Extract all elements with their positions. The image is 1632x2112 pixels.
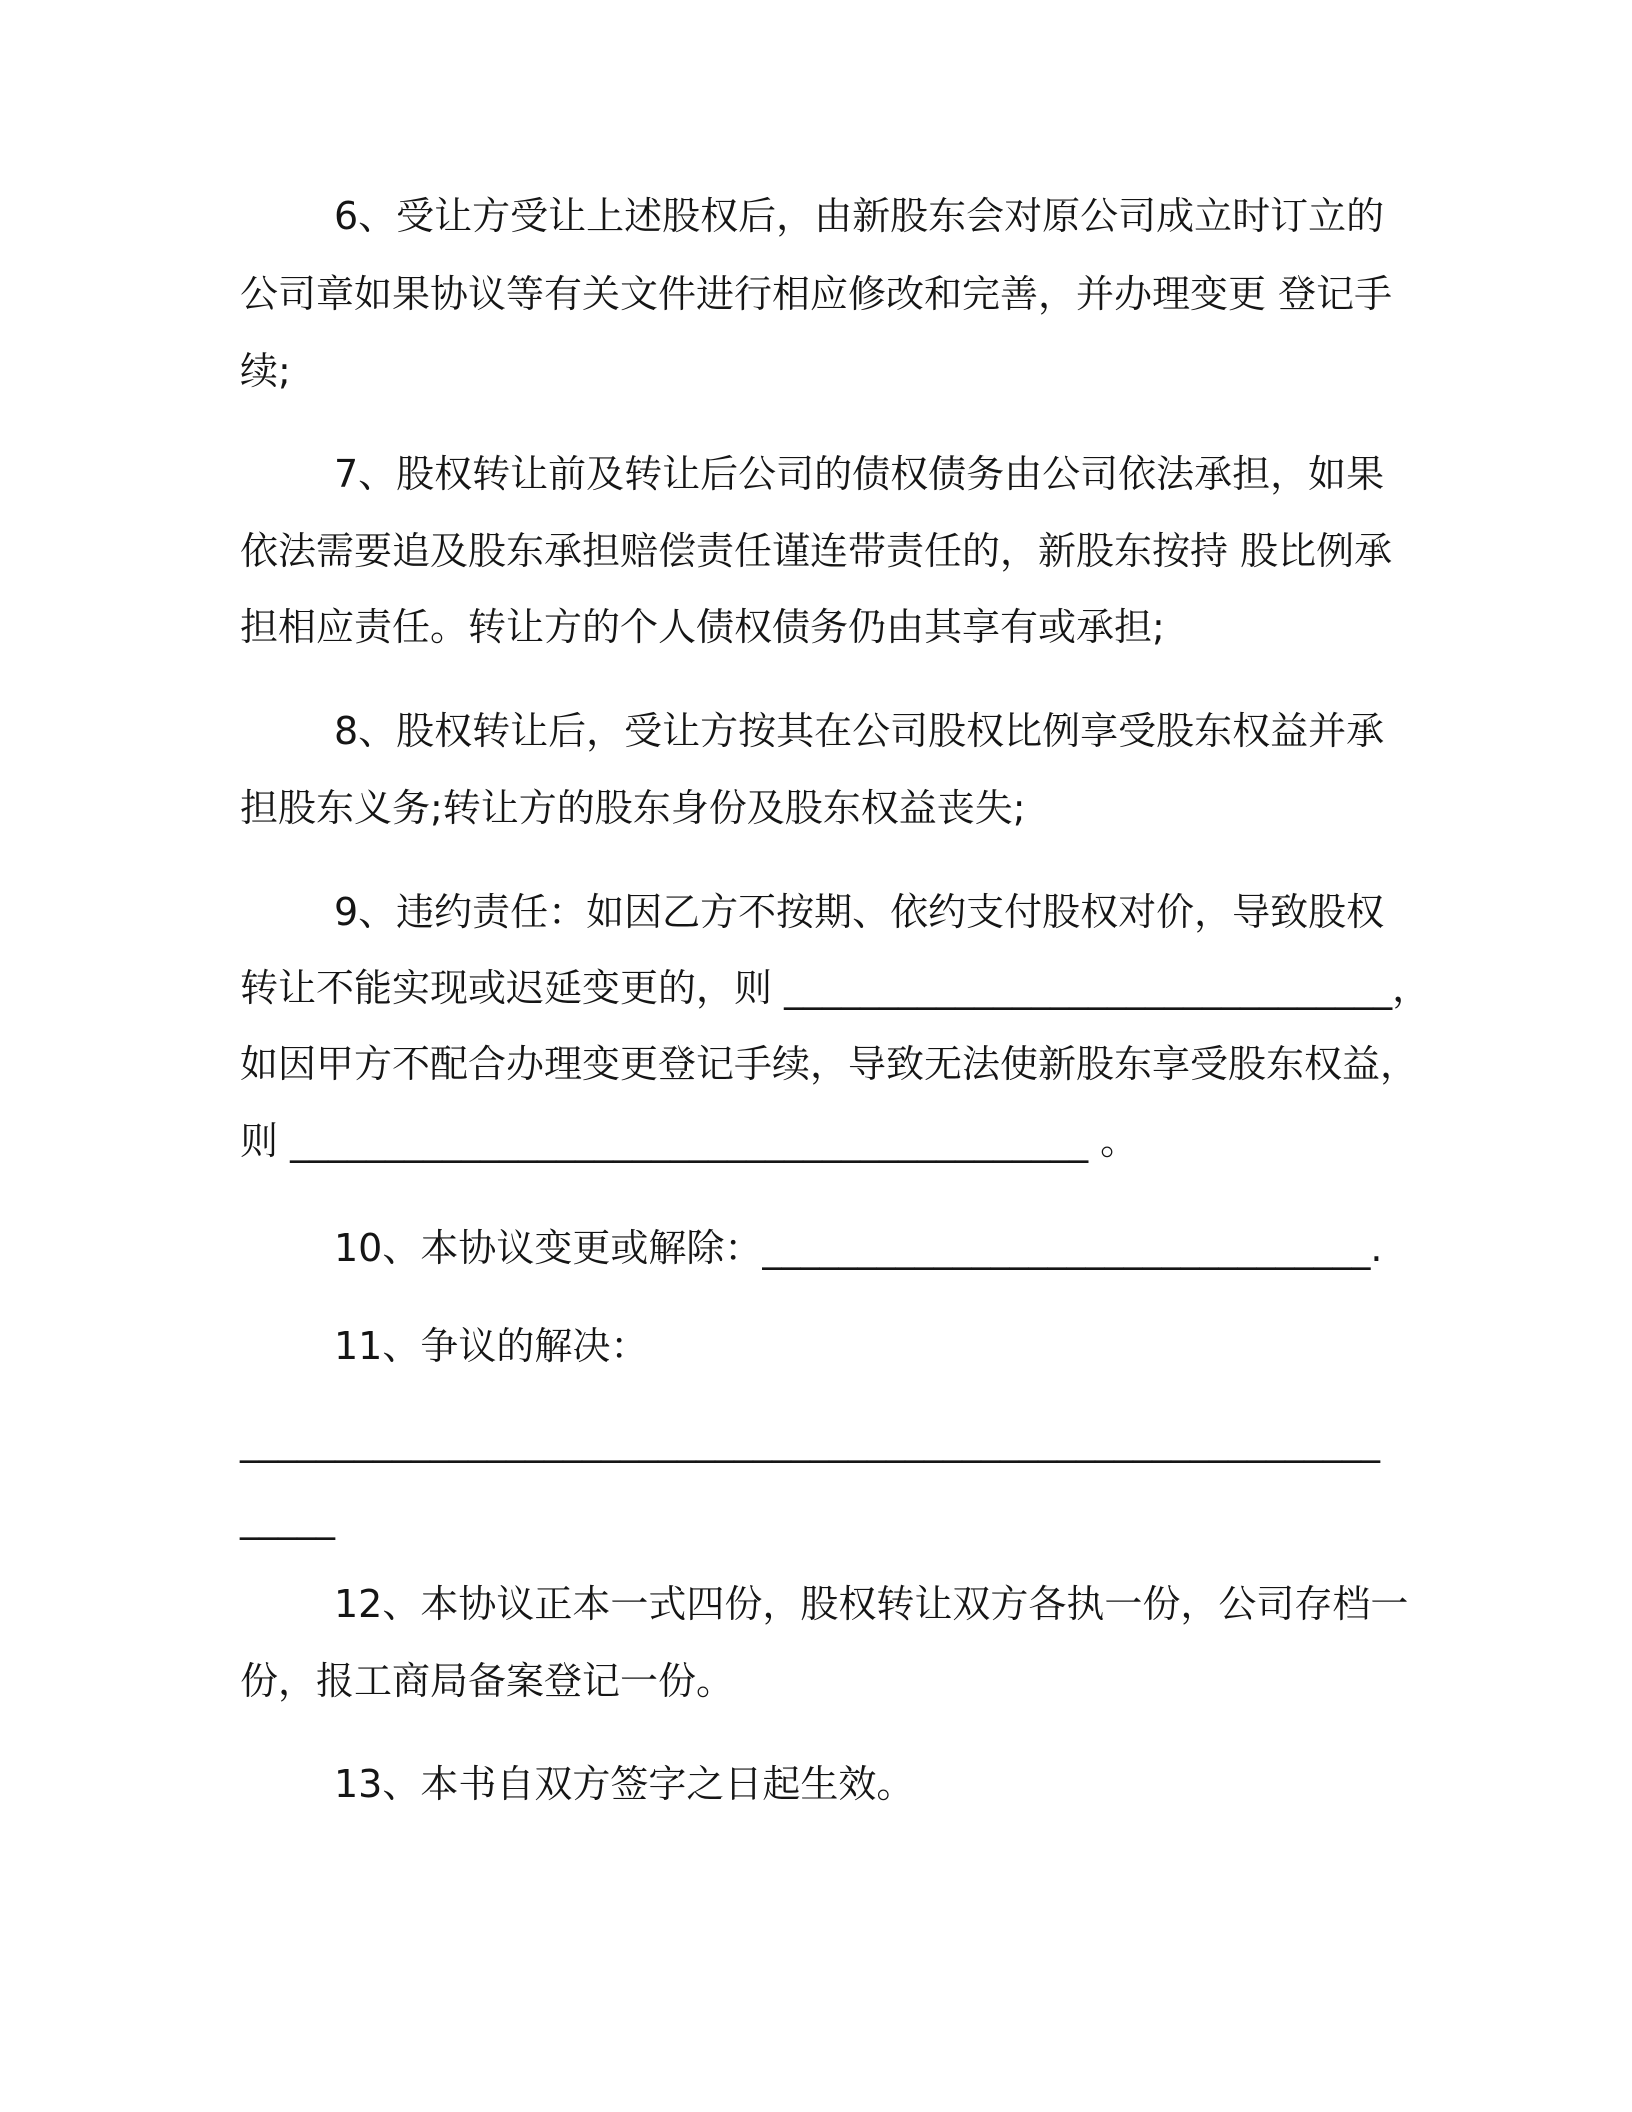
clause-9-line-1: 9、违约责任：如因乙方不按期、依约支付股权对价，导致股权	[334, 890, 1385, 934]
clause-12-line-1: 12、本协议正本一式四份，股权转让双方各执一份，公司存档一	[334, 1582, 1409, 1626]
clause-11-blank-line-2: _____	[240, 1496, 335, 1540]
clause-7-line-3: 担相应责任。转让方的个人债权债务仍由其享有或承担;	[240, 605, 1165, 649]
clause-6-line-2: 公司章如果协议等有关文件进行相应修改和完善，并办理变更 登记手	[240, 272, 1393, 316]
clause-13-line-1: 13、本书自双方签字之日起生效。	[334, 1762, 915, 1806]
clause-12-line-2: 份，报工商局备案登记一份。	[240, 1659, 735, 1703]
clause-7-line-1: 7、股权转让前及转让后公司的债权债务由公司依法承担，如果	[334, 452, 1385, 496]
clause-11-blank-line-1: ____________________________________________________________	[240, 1419, 1380, 1463]
clause-8-line-1: 8、股权转让后，受让方按其在公司股权比例享受股东权益并承	[334, 709, 1385, 753]
clause-6-line-1: 6、受让方受让上述股权后，由新股东会对原公司成立时订立的	[334, 194, 1385, 238]
clause-10-line-1: 10、本协议变更或解除：________________________________.	[334, 1226, 1383, 1270]
clause-9-line-4: 则 __________________________________________ 。	[240, 1119, 1139, 1163]
clause-9-line-3: 如因甲方不配合办理变更登记手续，导致无法使新股东享受股东权益，	[240, 1042, 1419, 1086]
clause-11-line-1: 11、争议的解决：	[334, 1324, 649, 1368]
clause-8-line-2: 担股东义务;转让方的股东身份及股东权益丧失;	[240, 786, 1026, 830]
clause-6-line-3: 续;	[240, 349, 291, 393]
clause-7-line-2: 依法需要追及股东承担赔偿责任谨连带责任的，新股东按持 股比例承	[240, 529, 1393, 573]
clause-9-line-2: 转让不能实现或迟延变更的，则 ________________________________，	[240, 966, 1431, 1010]
